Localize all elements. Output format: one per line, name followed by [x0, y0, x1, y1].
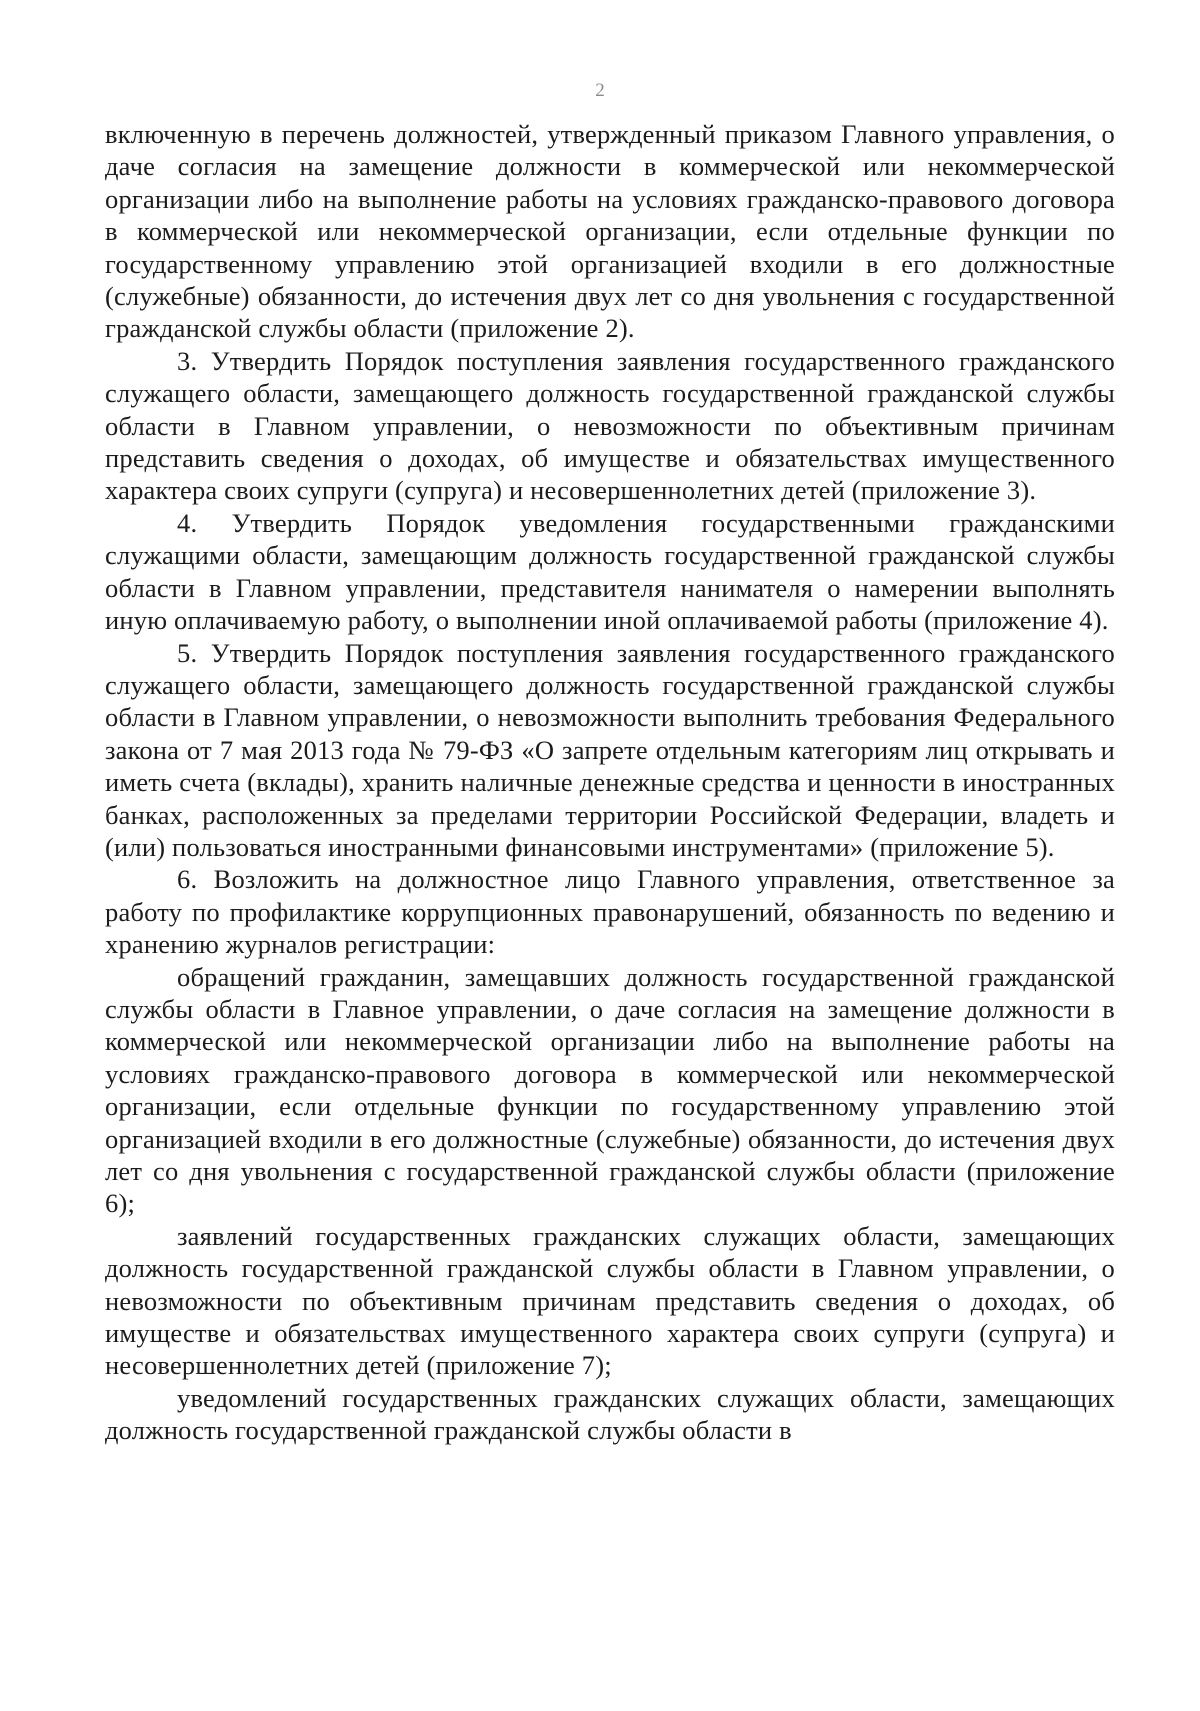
paragraph-item-6: 6. Возложить на должностное лицо Главного управления, ответственное за работу по профилактике коррупционных правонарушений, обязанность по ведению и хранению журналов регистрации: [105, 864, 1115, 960]
paragraph-journal-appeals: обращений гражданин, замещавших должность государственной гражданской службы области в Главное управлении, о даче согласия на замещение должности в коммерческой или некоммерческой организации либо на выполнение работы на условиях гражданско-правового договора в коммерческой или некоммерческой организации, если отдельные функции по государственному управлению этой организацией входили в его должностные (служебные) обязанности, до истечения двух лет со дня увольнения с государственной гражданской службы области (приложение 6); [105, 961, 1115, 1219]
page-number: 2 [595, 80, 605, 101]
paragraph-journal-notifications: уведомлений государственных гражданских служащих области, замещающих должность государственной гражданской службы области в [105, 1382, 1115, 1446]
document-body [105, 118, 1115, 1447]
paragraph-continuation: включенную в перечень должностей, утвержденный приказом Главного управления, о даче согласия на замещение должности в коммерческой или некоммерческой организации либо на выполнение работы на условиях гражданско-правового договора в коммерческой или некоммерческой организации, если отдельные функции по государственному управлению этой организацией входили в его должностные (служебные) обязанности, до истечения двух лет со дня увольнения с государственной гражданской службы области (приложение 2). [105, 119, 1115, 344]
paragraph-item-4: 4. Утвердить Порядок уведомления государственными гражданскими служащими области, замещающим должность государственной гражданской службы области в Главном управлении, представителя нанимателя о намерении выполнять иную оплачиваемую работу, о выполнении иной оплачиваемой работы (приложение 4). [105, 507, 1115, 636]
paragraph-item-5: 5. Утвердить Порядок поступления заявления государственного гражданского служащего области, замещающего должность государственной гражданской службы области в Главном управлении, о невозможности выполнить требования Федерального закона от 7 мая 2013 года № 79-ФЗ «О запрете отдельным категориям лиц открывать и иметь счета (вклады), хранить наличные денежные средства и ценности в иностранных банках, расположенных за пределами территории Российской Федерации, владеть и (или) пользоваться иностранными финансовыми инструментами» (приложение 5). [105, 637, 1115, 862]
paragraph-item-3: 3. Утвердить Порядок поступления заявления государственного гражданского служащего области, замещающего должность государственной гражданской службы области в Главном управлении, о невозможности по объективным причинам представить сведения о доходах, об имуществе и обязательствах имущественного характера своих супруги (супруга) и несовершеннолетних детей (приложение 3). [105, 345, 1115, 506]
paragraph-journal-statements: заявлений государственных гражданских служащих области, замещающих должность государственной гражданской службы области в Главном управлении, о невозможности по объективным причинам представить сведения о доходах, об имуществе и обязательствах имущественного характера своих супруги (супруга) и несовершеннолетних детей (приложение 7); [105, 1220, 1115, 1381]
